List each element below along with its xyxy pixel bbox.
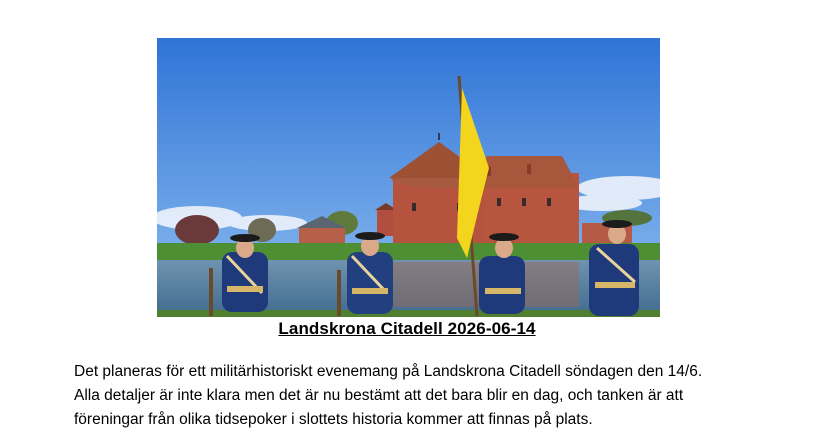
event-photo xyxy=(157,38,660,317)
paragraph-line: föreningar från olika tidsepoker i slottets historia kommer att finnas på plats. xyxy=(74,411,593,428)
paragraph-line: Det planeras för ett militärhistoriskt evenemang på Landskrona Citadell söndagen den 14/6. xyxy=(74,363,703,380)
document-title: Landskrona Citadell 2026-06-14 xyxy=(278,319,536,338)
paragraph-line: Alla detaljer är inte klara men det är nu bestämt att det bara blir en dag, och tanken är att xyxy=(74,387,684,404)
document-paragraph xyxy=(74,360,774,432)
citadel-photo-illustration xyxy=(157,38,660,317)
